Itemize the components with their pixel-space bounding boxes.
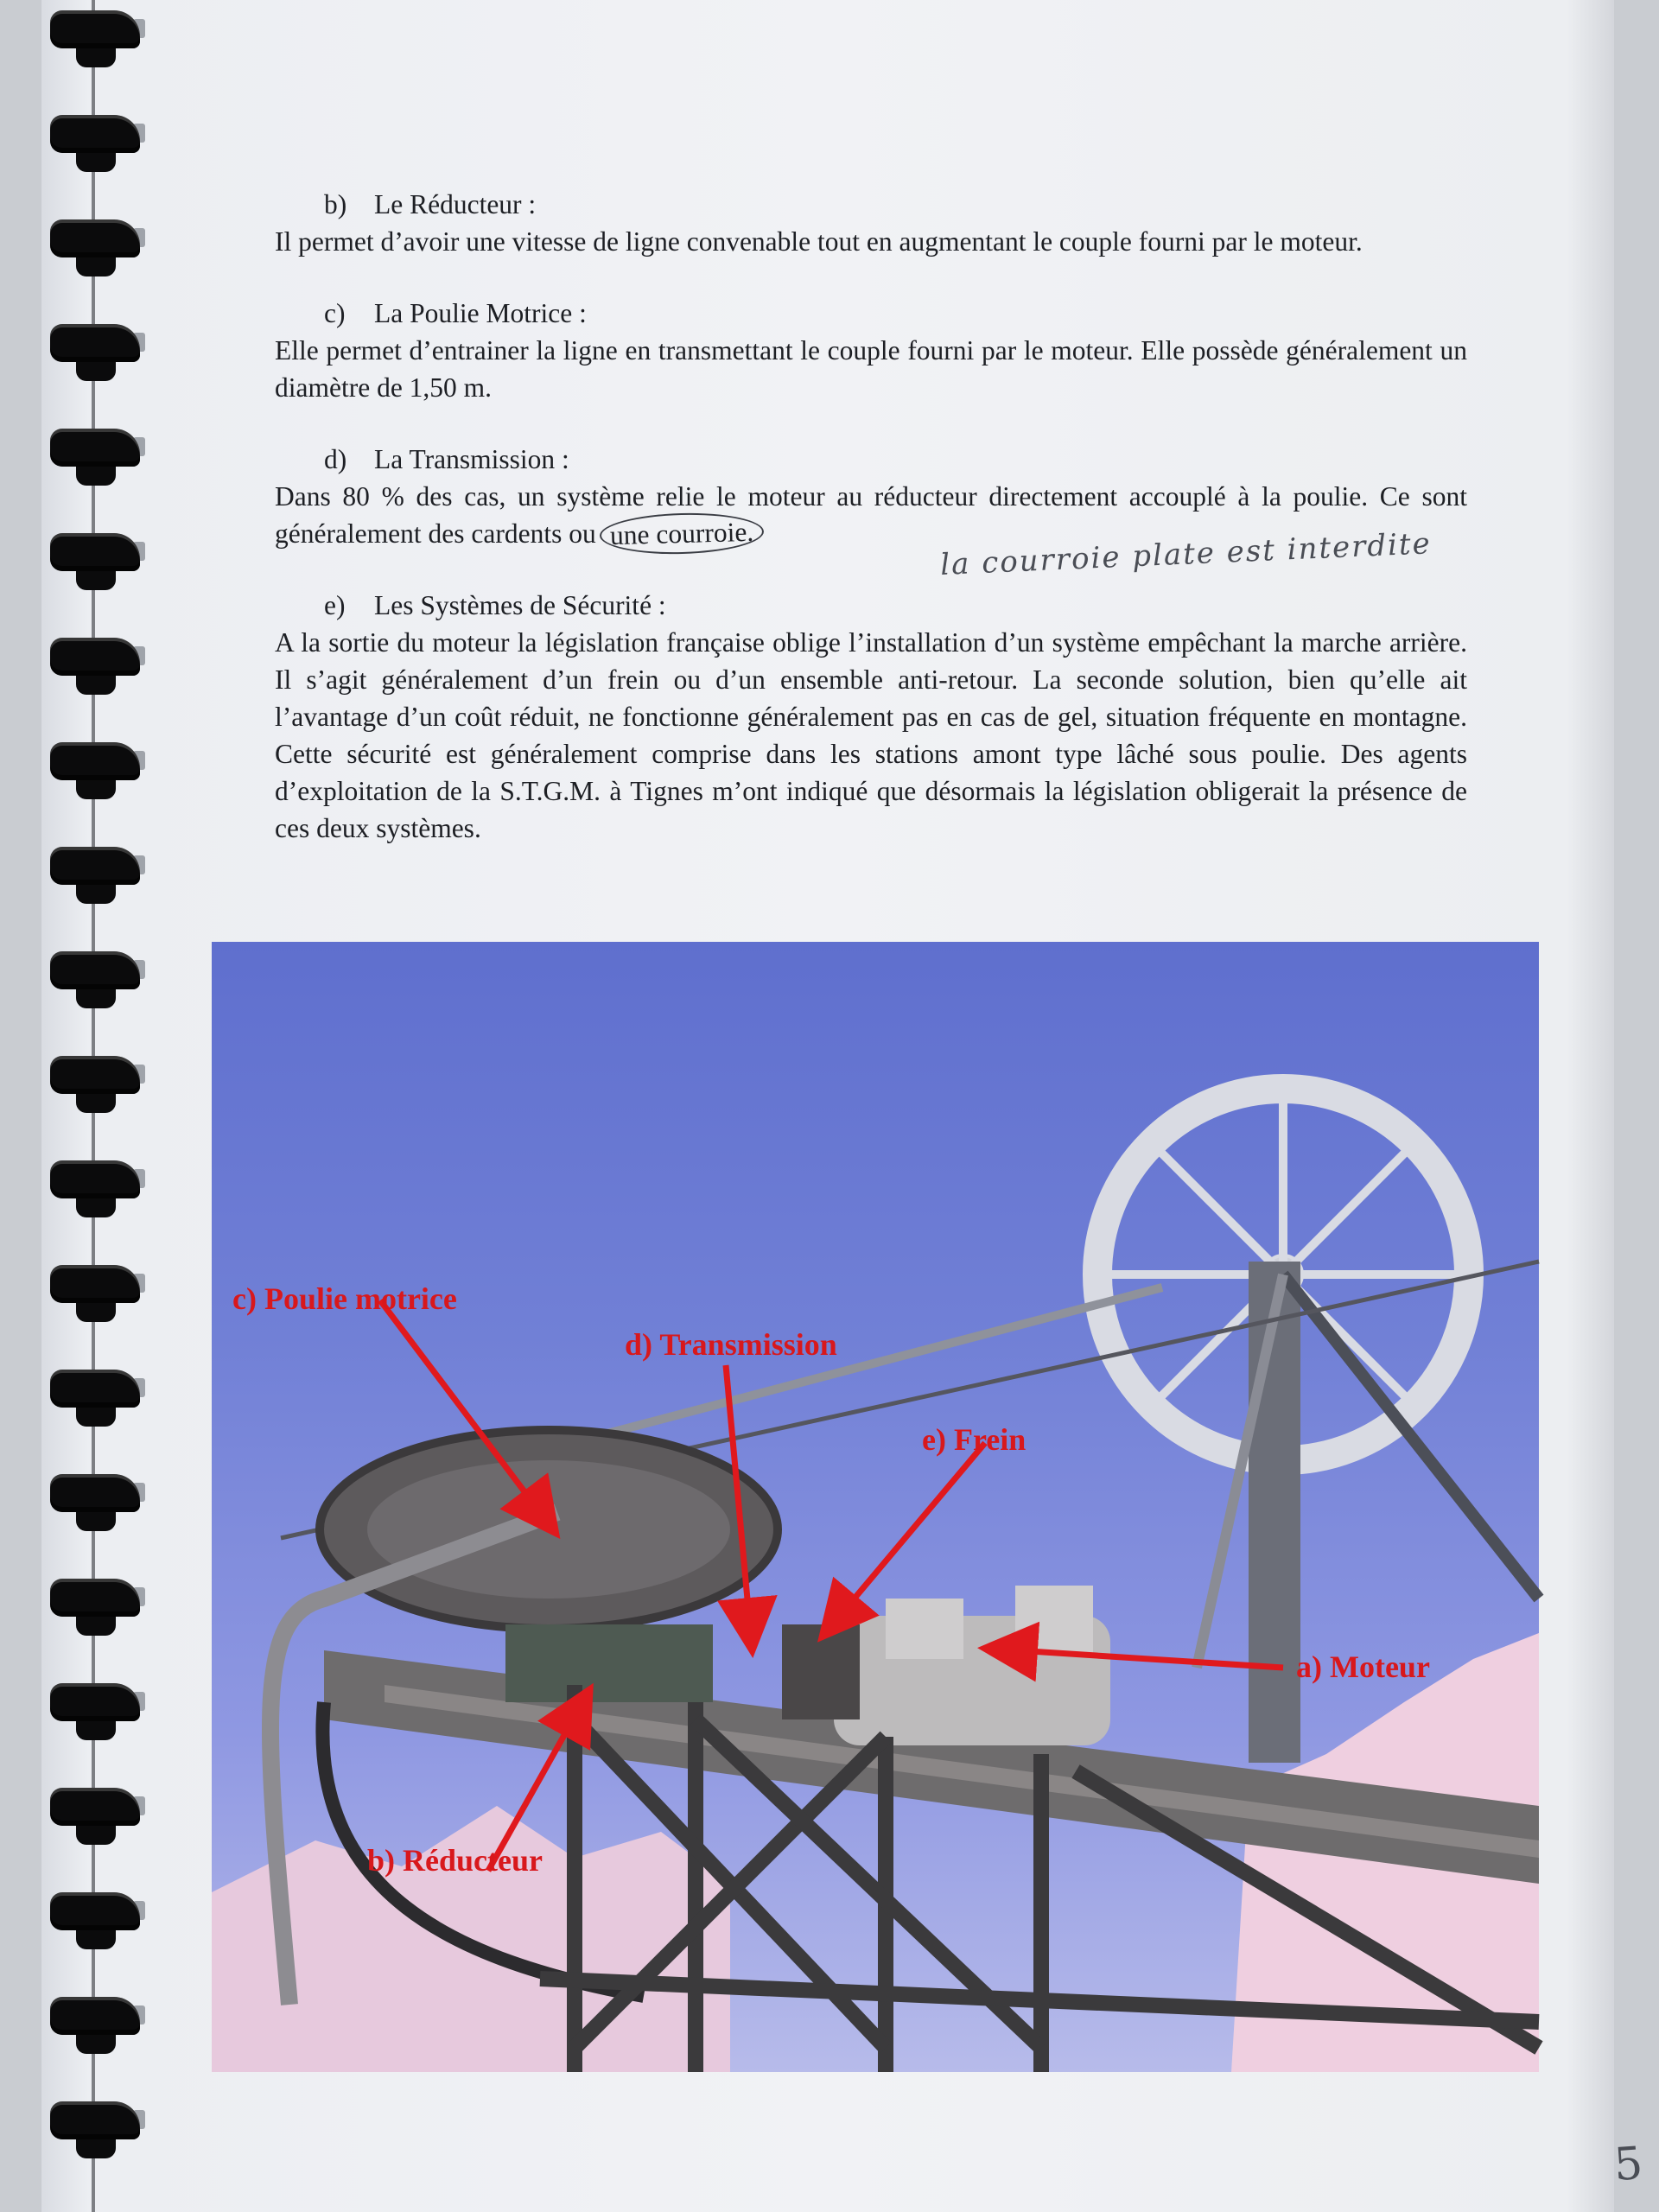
spiral-binding	[41, 0, 145, 2212]
label-transmission: d) Transmission	[625, 1327, 837, 1362]
section-heading-transmission	[275, 441, 1467, 478]
section-number: e)	[324, 590, 346, 620]
binding-ring	[50, 1788, 140, 1826]
binding-ring	[50, 533, 140, 571]
binding-ring	[50, 10, 140, 48]
binding-ring	[50, 1265, 140, 1303]
document-page	[41, 0, 1645, 2212]
section-text-securite: A la sortie du moteur la législation française oblige l’installation d’un système empêchant la marche arrière. Il s’agit généralement d’un frein ou d’un ensemble anti-retour. La seconde solution, bien qu’elle ait l’avantage d’un coût réduit, ne fonctionne généralement pas en cas de gel, situation fréquente en montagne. Cette sécurité est généralement comprise dans les stations amont type lâché sous poulie. Des agents d’exploitation de la S.T.G.M. à Tignes m’ont indiqué que désormais la législation obligerait la présence de ces deux systèmes.	[275, 627, 1467, 843]
binding-ring	[50, 1474, 140, 1512]
transmission-text: Dans 80 % des cas, un système relie le moteur au réducteur directement accouplé à la poulie. Ce sont généralement des cardents ou	[275, 481, 1467, 549]
binding-ring	[50, 1160, 140, 1198]
binding-ring	[50, 847, 140, 885]
binding-ring	[50, 115, 140, 153]
binding-ring	[50, 951, 140, 989]
binding-ring	[50, 1579, 140, 1617]
section-title: Le Réducteur :	[374, 189, 537, 219]
section-number: c)	[324, 298, 346, 328]
page-number: 5	[1611, 2137, 1645, 2192]
binding-ring	[50, 1997, 140, 2035]
section-number: d)	[324, 444, 347, 474]
section-text-reducteur: Il permet d’avoir une vitesse de ligne convenable tout en augmentant le couple fourni par le moteur.	[275, 226, 1363, 257]
binding-ring	[50, 1683, 140, 1721]
binding-ring	[50, 219, 140, 257]
section-heading-poulie	[275, 295, 1467, 332]
binding-ring	[50, 638, 140, 676]
binding-ring	[50, 1892, 140, 1930]
section-heading-securite	[275, 587, 1467, 624]
binding-ring	[50, 1056, 140, 1094]
circled-annotation: une courroie.	[599, 512, 764, 556]
label-moteur: a) Moteur	[1296, 1649, 1430, 1684]
ski-lift-illustration	[212, 942, 1539, 2072]
section-title: La Transmission :	[374, 444, 569, 474]
section-heading-reducteur	[275, 186, 1467, 223]
label-reducteur: b) Réducteur	[367, 1843, 543, 1878]
binding-ring	[50, 2101, 140, 2139]
label-frein: e) Frein	[922, 1422, 1027, 1457]
section-text-poulie: Elle permet d’entrainer la ligne en transmettant le couple fourni par le moteur. Elle possède généralement un diamètre de 1,50 m.	[275, 335, 1467, 403]
handwritten-note: la courroie plate est interdite	[939, 526, 1433, 582]
section-title: La Poulie Motrice :	[374, 298, 587, 328]
section-title: Les Systèmes de Sécurité :	[374, 590, 666, 620]
binding-ring	[50, 1370, 140, 1408]
binding-ring	[50, 429, 140, 467]
binding-ring	[50, 742, 140, 780]
ski-lift-photo	[212, 942, 1539, 2072]
section-number: b)	[324, 189, 347, 219]
binding-ring	[50, 324, 140, 362]
text-body	[275, 186, 1467, 847]
reducer	[505, 1624, 713, 1702]
label-poulie-motrice: c) Poulie motrice	[232, 1281, 457, 1316]
